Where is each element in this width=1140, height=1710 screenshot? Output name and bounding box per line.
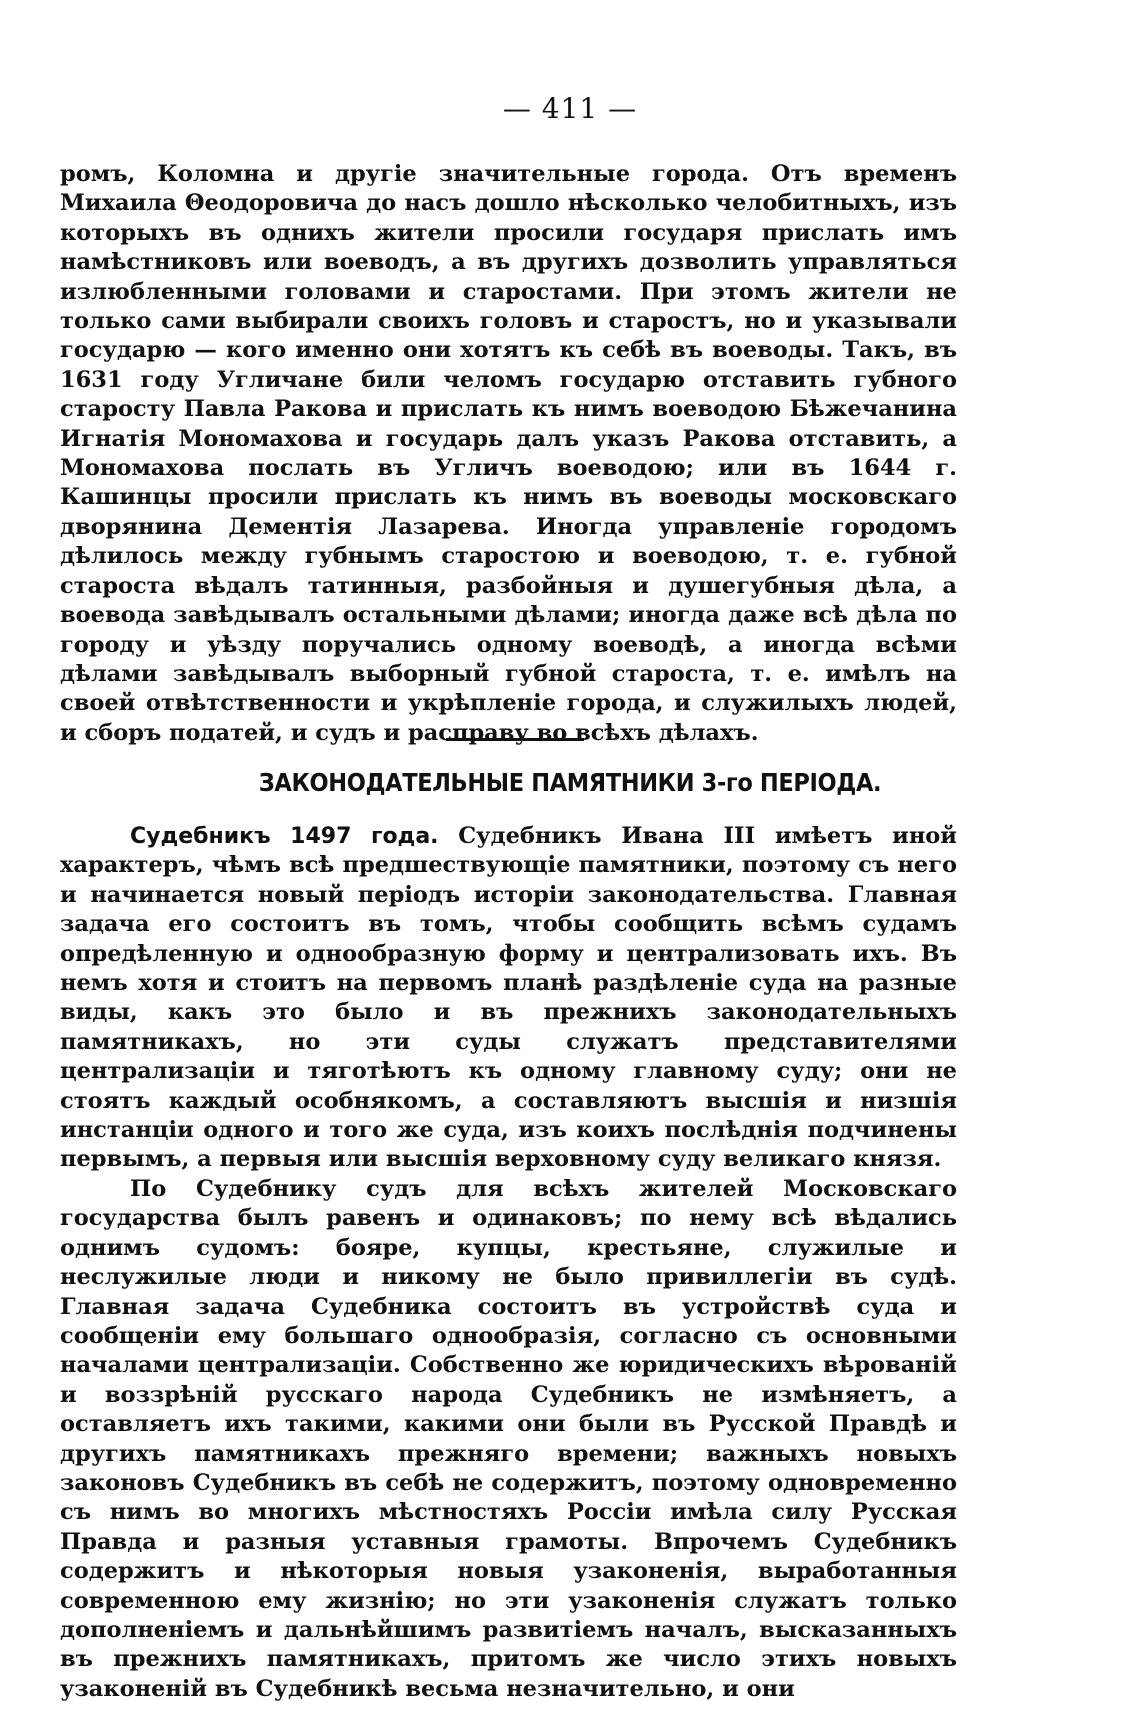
paragraph-sudebnik-intro — [60, 822, 957, 1175]
section-divider — [446, 738, 584, 741]
continued-text-block — [60, 160, 957, 748]
run-in-title: Судебникъ 1497 года. — [130, 824, 439, 849]
section-text-block — [60, 822, 957, 1704]
page-number: — 411 — — [502, 92, 638, 125]
paragraph-sudebnik-text: Судебникъ Ивана III имѣетъ иной характеръ, чѣмъ всѣ предшествующіе памятники, поэтому съ него и начинается новый періодъ исторіи законодательства. Главная задача его состоитъ въ томъ, чтобы сообщить всѣмъ судамъ опредѣленную и однообразную форму и централизовать ихъ. Въ немъ хотя и стоитъ на первомъ планѣ раздѣленіе суда на разные виды, какъ это было и въ прежнихъ законодательныхъ памятникахъ, но эти суды служатъ представителями централизаціи и тяготѣютъ къ одному главному суду; они не стоятъ каждый особнякомъ, а составляютъ высшія и низшія инстанціи одного и того же суда, изъ коихъ послѣднія подчинены первымъ, а первыя или высшія верховному суду великаго князя. — [60, 823, 957, 1173]
paragraph-sudebnik-court: По Судебнику судъ для всѣхъ жителей Московскаго государства былъ равенъ и одинаковъ; по нему всѣ вѣдались однимъ судомъ: бояре, купцы, крестьяне, служилые и неслужилые люди и никому не было привиллегіи въ судѣ. Главная задача Судебника состоитъ въ устройствѣ суда и сообщеніи ему большаго однообразія, согласно съ основными началами централизаціи. Собственно же юридическихъ вѣрованій и воззрѣній русскаго народа Судебникъ не измѣняетъ, а оставляетъ ихъ такими, какими они были въ Русской Правдѣ и другихъ памятникахъ прежняго времени; важныхъ новыхъ законовъ Судебникъ въ себѣ не содержитъ, поэтому одновременно съ нимъ во многихъ мѣстностяхъ Россіи имѣла силу Русская Правда и разныя уставныя грамоты. Впрочемъ Судебникъ содержитъ и нѣкоторыя новыя узаконенія, выработанныя современною ему жизнію; но эти узаконенія служатъ только дополненіемъ и дальнѣйшимъ развитіемъ началъ, высказанныхъ въ прежнихъ памятникахъ, притомъ же число этихъ новыхъ узаконеній въ Судебникѣ весьма незначительно, и они — [60, 1175, 957, 1702]
section-heading: ЗАКОНОДАТЕЛЬНЫЕ ПАМЯТНИКИ 3-го ПЕРІОДА. — [258, 768, 882, 797]
paragraph-continuation: ромъ, Коломна и другіе значительные города. Отъ временъ Михаила Θеодоровича до насъ дошло нѣсколько челобитныхъ, изъ которыхъ въ однихъ жители просили государя прислать имъ намѣстниковъ или воеводъ, а въ другихъ дозволить управляться излюбленными головами и старостами. При этомъ жители не только сами выбирали своихъ головъ и старостъ, но и указывали государю — кого именно они хотятъ къ себѣ въ воеводы. Такъ, въ 1631 году Угличане били челомъ государю отставить губного старосту Павла Ракова и прислать къ нимъ воеводою Бѣжечанина Игнатія Мономахова и государь далъ указъ Ракова отставить, а Мономахова послать въ Угличъ воеводою; или въ 1644 г. Кашинцы просили прислать къ нимъ въ воеводы московскаго дворянина Дементія Лазарева. Иногда управленіе городомъ дѣлилось между губнымъ старостою и воеводою, т. е. губной староста вѣдалъ татинныя, разбойныя и душегубныя дѣла, а воевода завѣдывалъ остальными дѣлами; иногда даже всѣ дѣла по городу и уѣзду поручались одному воеводѣ, а иногда всѣми дѣлами завѣдывалъ выборный губной староста, т. е. имѣлъ на своей отвѣтственности и укрѣпленіе города, и служилыхъ людей, и сборъ податей, и судъ и расправу во всѣхъ дѣлахъ. — [60, 161, 957, 746]
